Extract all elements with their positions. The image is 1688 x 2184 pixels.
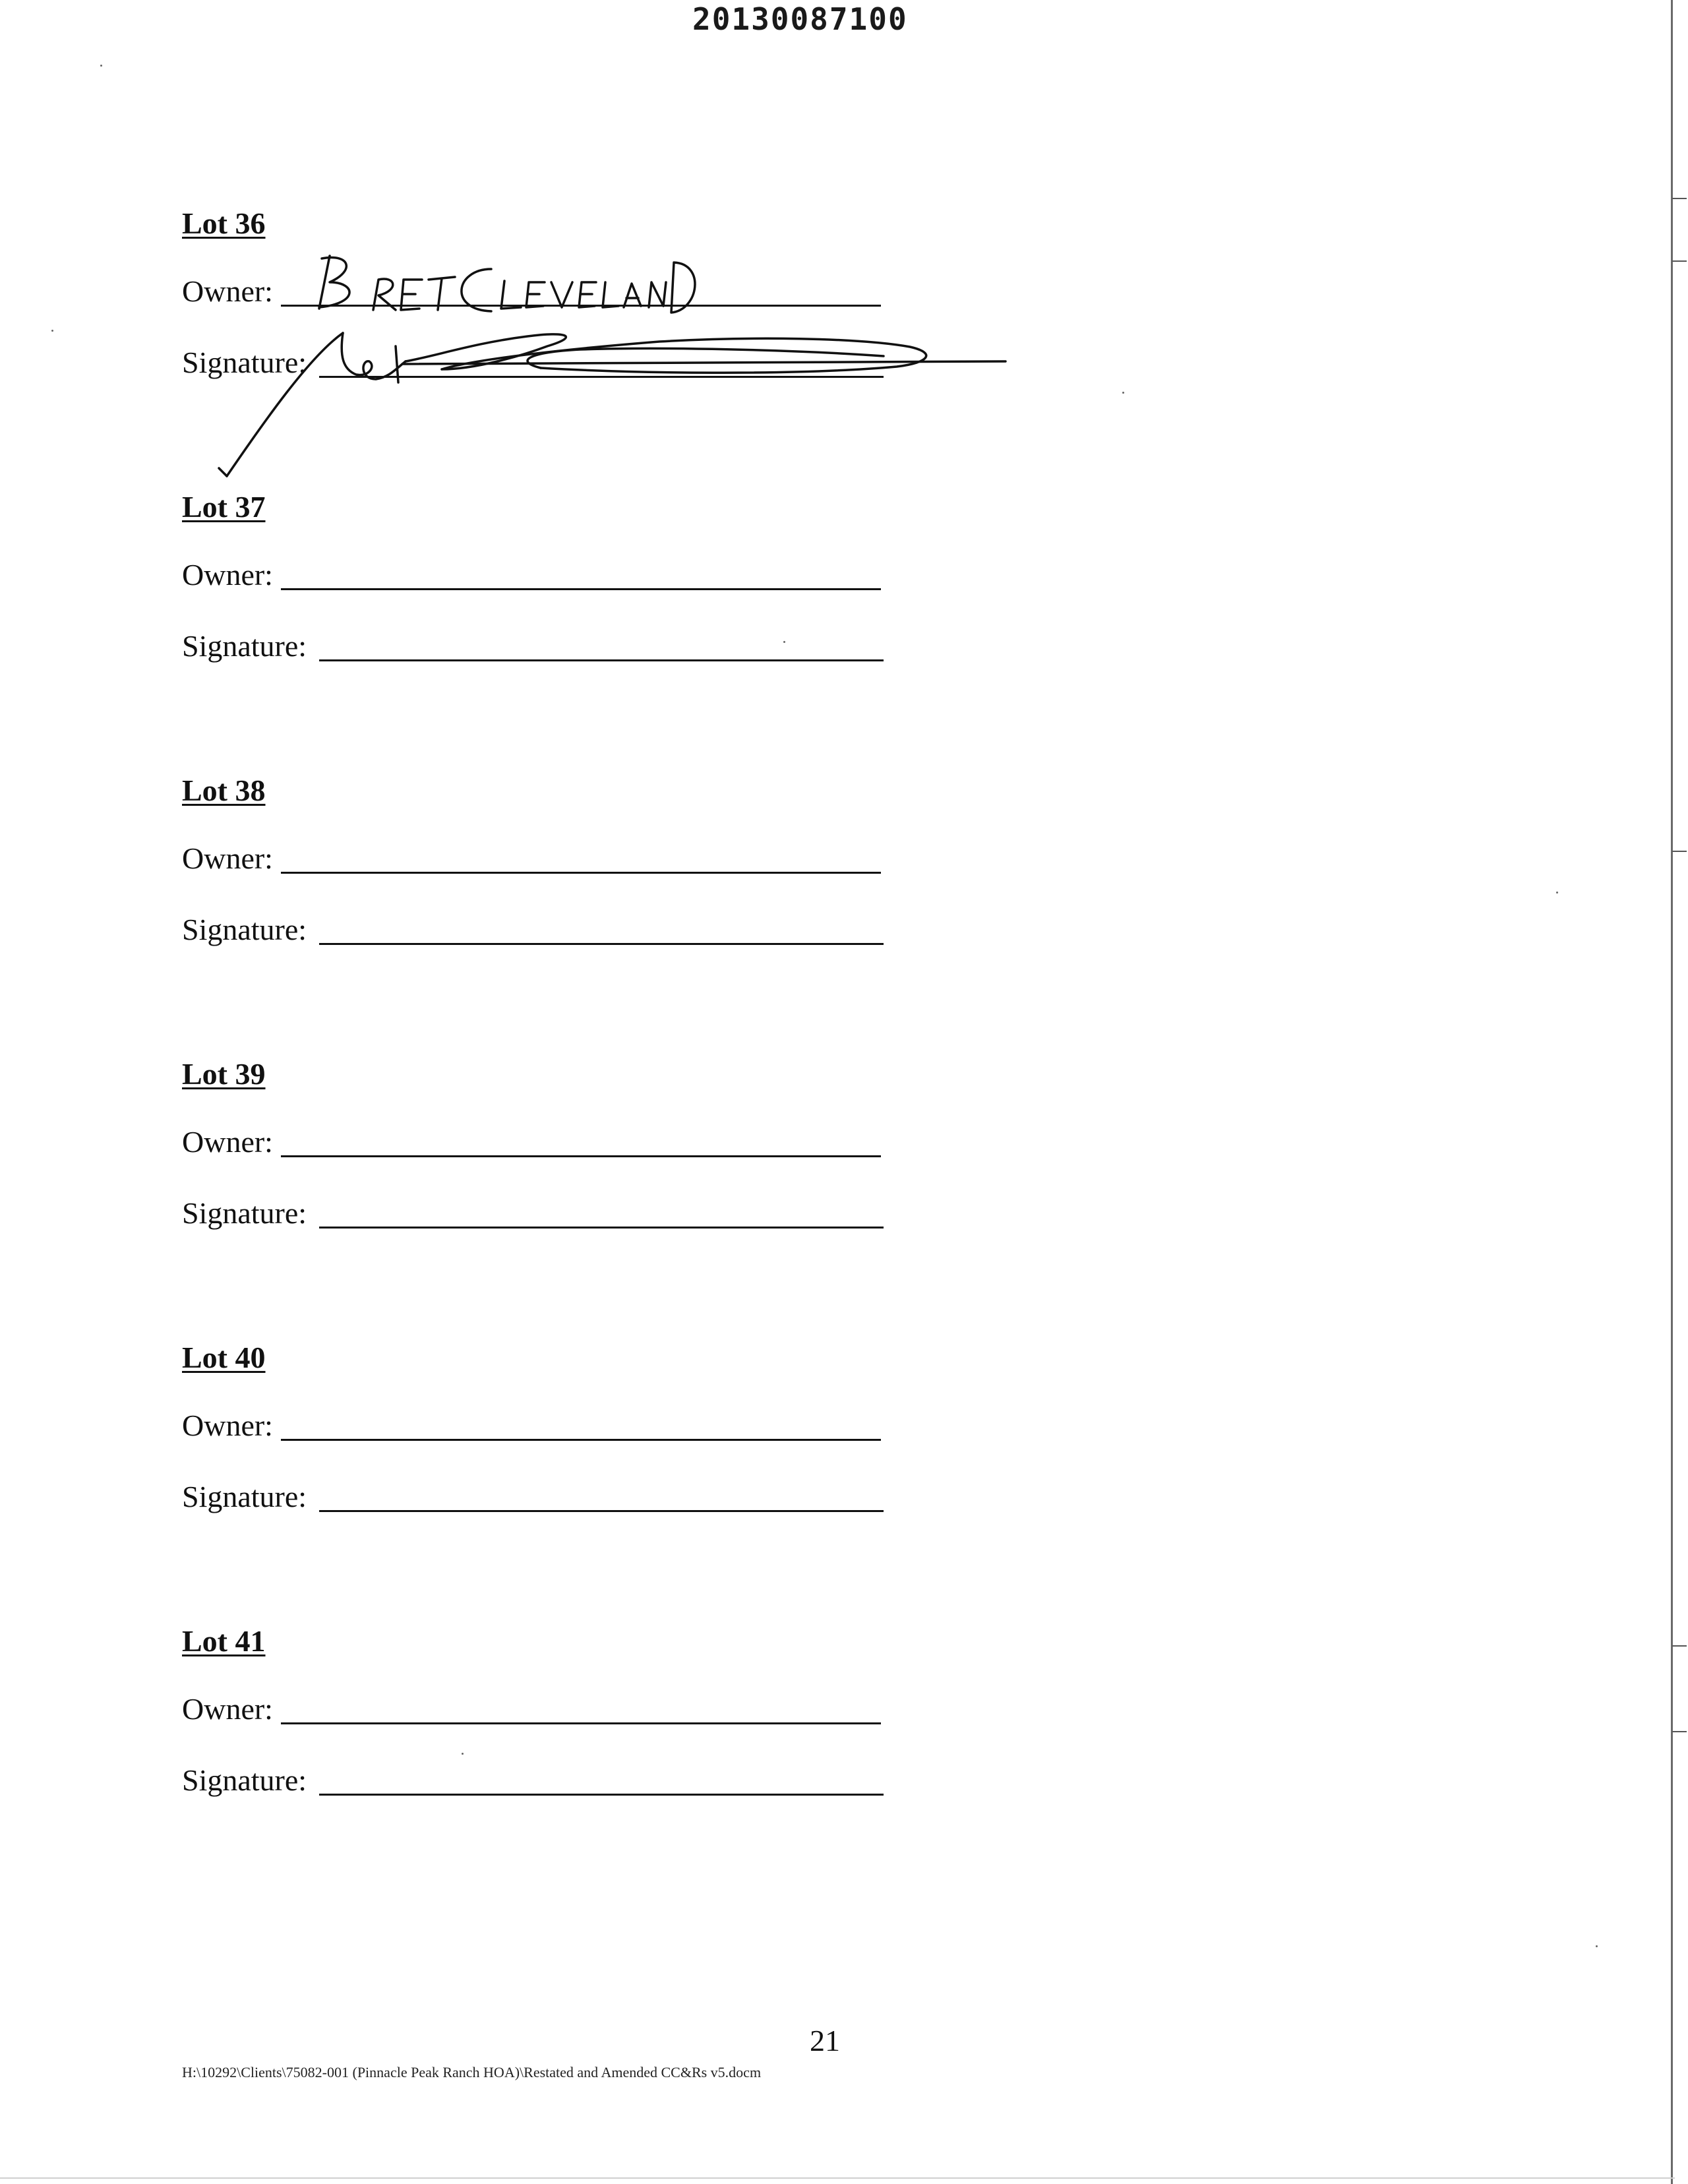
recording-number: 20130087100 — [692, 1, 908, 37]
signature-field[interactable] — [182, 1761, 307, 1800]
lot-section — [182, 1056, 973, 1274]
signature-label: Signature: — [182, 1480, 307, 1513]
signature-line — [319, 943, 884, 945]
scan-mark — [1672, 1731, 1687, 1732]
lot-section — [182, 1340, 973, 1558]
scan-speck — [1122, 392, 1124, 394]
lot-heading: Lot 38 — [182, 774, 266, 807]
owner-line — [281, 1155, 881, 1157]
owner-line — [281, 588, 881, 590]
lot-section — [182, 489, 973, 707]
scan-speck — [1596, 1945, 1598, 1947]
owner-field[interactable] — [182, 272, 273, 311]
owner-line — [281, 1439, 881, 1441]
lot-heading: Lot 41 — [182, 1624, 266, 1658]
page-bottom-edge — [0, 2177, 1675, 2179]
scan-mark — [1672, 1645, 1687, 1647]
owner-field[interactable] — [182, 839, 273, 878]
scan-speck — [51, 330, 53, 332]
owner-label: Owner: — [182, 1692, 273, 1726]
owner-label: Owner: — [182, 558, 273, 592]
lot-heading: Lot 39 — [182, 1057, 266, 1091]
signature-field[interactable] — [182, 1477, 307, 1517]
scan-speck — [783, 641, 785, 643]
owner-field[interactable] — [182, 555, 273, 595]
signature-line — [319, 1794, 884, 1796]
lot-heading: Lot 36 — [182, 206, 266, 240]
file-path-footer: H:\10292\Clients\75082-001 (Pinnacle Peak Ranch HOA)\Restated and Amended CC&Rs v5.docm — [182, 2064, 762, 2080]
owner-field[interactable] — [182, 1689, 273, 1729]
signature-label: Signature: — [182, 913, 307, 946]
owner-line — [281, 872, 881, 874]
owner-field[interactable] — [182, 1406, 273, 1445]
signature-line — [319, 376, 884, 378]
scan-mark — [1672, 851, 1687, 852]
owner-label: Owner: — [182, 841, 273, 875]
signature-line — [319, 659, 884, 661]
owner-line — [281, 305, 881, 307]
owner-field[interactable] — [182, 1122, 273, 1162]
page-edge — [1671, 0, 1673, 2184]
owner-label: Owner: — [182, 274, 273, 308]
signature-field[interactable] — [182, 910, 307, 950]
scan-mark — [1672, 198, 1687, 199]
lot-section — [182, 206, 973, 423]
lot-heading: Lot 37 — [182, 490, 266, 524]
signature-label: Signature: — [182, 629, 307, 663]
signature-field[interactable] — [182, 626, 307, 666]
lot-section — [182, 773, 973, 990]
page-number: 21 — [810, 2024, 840, 2057]
signature-line — [319, 1227, 884, 1228]
signature-label: Signature: — [182, 1763, 307, 1797]
signature-line — [319, 1510, 884, 1512]
owner-line — [281, 1722, 881, 1724]
scan-mark — [1672, 260, 1687, 262]
lot-heading: Lot 40 — [182, 1341, 266, 1374]
scan-speck — [100, 65, 102, 67]
scan-speck — [1556, 892, 1558, 894]
scan-speck — [462, 1753, 464, 1755]
signature-label: Signature: — [182, 346, 307, 379]
owner-label: Owner: — [182, 1409, 273, 1442]
owner-label: Owner: — [182, 1125, 273, 1159]
signature-label: Signature: — [182, 1196, 307, 1230]
signature-field[interactable] — [182, 1194, 307, 1233]
lot-section — [182, 1623, 973, 1841]
signature-field[interactable] — [182, 343, 307, 382]
